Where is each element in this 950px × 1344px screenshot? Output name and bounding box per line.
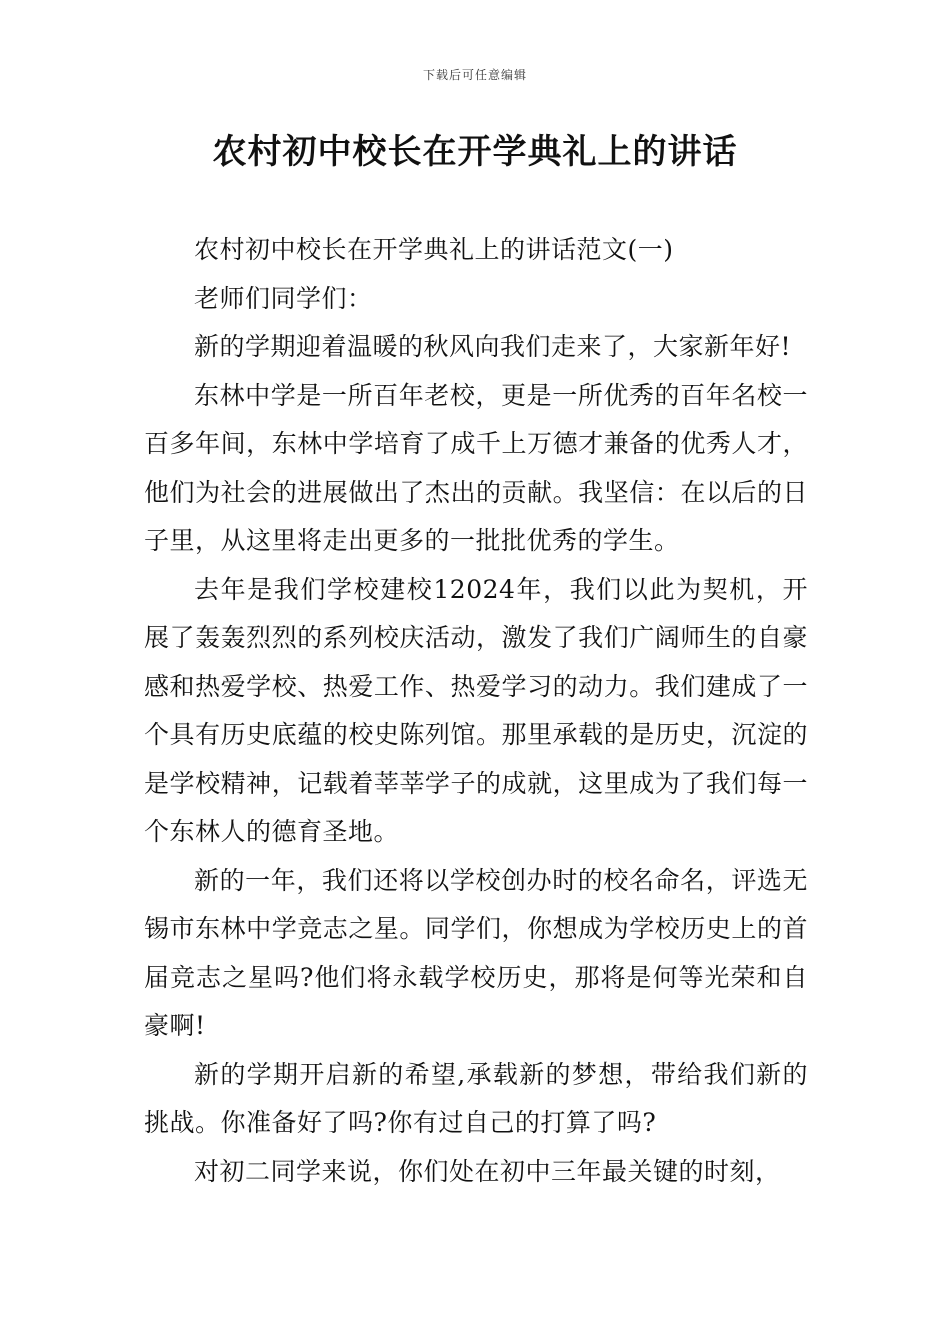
paragraph: 新的学期迎着温暖的秋风向我们走来了，大家新年好!	[194, 332, 792, 361]
document-body	[144, 226, 808, 1196]
paragraph-subtitle: 农村初中校长在开学典礼上的讲话范文(一)	[194, 235, 674, 264]
paragraph: 对初二同学来说，你们处在初中三年最关键的时刻，	[194, 1156, 781, 1186]
paragraph: 新的学期开启新的希望,承载新的梦想，带给我们新的挑战。你准备好了吗?你有过自己的打算了吗?	[144, 1059, 808, 1137]
paragraph: 新的一年，我们还将以学校创办时的校名命名，评选无锡市东林中学竞志之星。同学们，你想成为学校历史上的首届竞志之星吗?他们将永载学校历史，那将是何等光荣和自豪啊!	[144, 865, 808, 1040]
document-title: 农村初中校长在开学典礼上的讲话	[212, 132, 738, 172]
paragraph: 东林中学是一所百年老校，更是一所优秀的百年名校一百多年间，东林中学培育了成千上万德才兼备的优秀人才，他们为社会的进展做出了杰出的贡献。我坚信：在以后的日子里，从这里将走出更多的一批批优秀的学生。	[144, 380, 808, 555]
paragraph: 去年是我们学校建校12024年，我们以此为契机，开展了轰轰烈烈的系列校庆活动，激发了我们广阔师生的自豪感和热爱学校、热爱工作、热爱学习的动力。我们建成了一个具有历史底蕴的校史陈列馆。那里承载的是历史，沉淀的是学校精神，记载着莘莘学子的成就，这里成为了我们每一个东林人的德育圣地。	[144, 574, 808, 846]
paragraph-salutation: 老师们同学们：	[194, 283, 373, 313]
header-note: 下载后可任意编辑	[422, 68, 527, 82]
